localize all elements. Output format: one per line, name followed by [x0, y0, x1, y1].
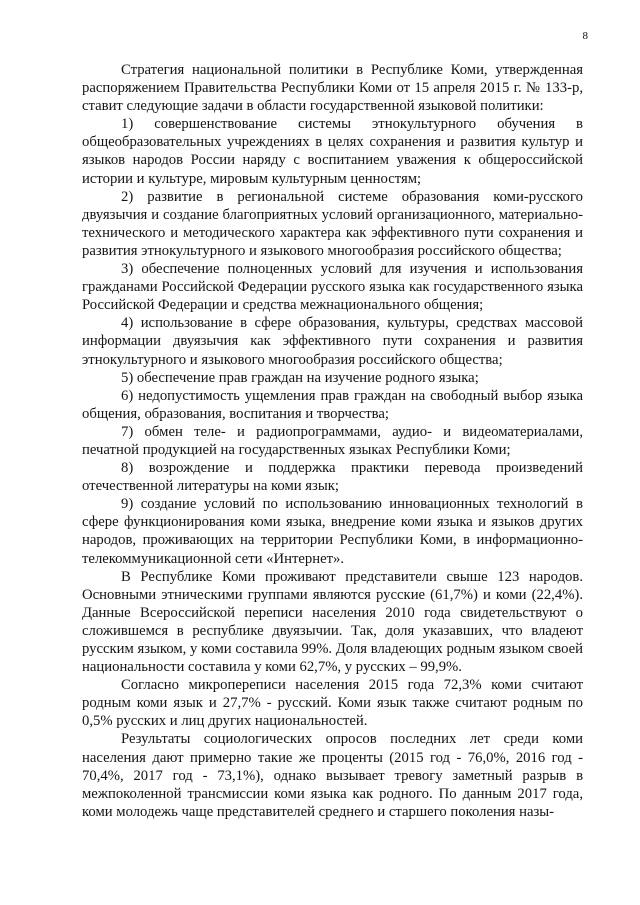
intro-paragraph: Стратегия национальной политики в Республике Коми, утвержденная распоряжением Правительства Республики Коми от 15 апреля 2015 г. № 133-р, ставит следующие задачи в области государственной языковой политики:	[82, 62, 583, 115]
task-item-9: 9) создание условий по использованию инновационных технологий в сфере функционирования коми языка, внедрение коми языка и языков других народов, проживающих на территории Республики Коми, в информационно-телекоммуникационной сети «Интернет».	[82, 496, 583, 567]
task-item-4: 4) использование в сфере образования, культуры, средствах массовой информации двуязычия как эффективного пути сохранения и развития этнокультурного и языкового многообразия российского общества;	[82, 315, 583, 368]
task-item-7: 7) обмен теле- и радиопрограммами, аудио- и видеоматериалами, печатной продукцией на государственных языках Республики Коми;	[82, 423, 583, 458]
task-item-6: 6) недопустимость ущемления прав граждан на свободный выбор языка общения, образования, воспитания и творчества;	[82, 387, 583, 422]
document-body	[82, 61, 583, 821]
task-item-1: 1) совершенствование системы этнокультурного обучения в общеобразовательных учреждениях в целях сохранения и развития культур и языков народов России наряду с воспитанием уважения к общероссийской истории и культуре, мировым культурным ценностям;	[82, 116, 583, 187]
population-paragraph: В Республике Коми проживают представители свыше 123 народов. Основными этническими группами являются русские (61,7%) и коми (22,4%). Данные Всероссийской переписи населения 2010 года свидетельствуют о сложившемся в республике двуязычии. Так, доля указавших, что владеют русским языком, у коми составила 99%. Доля владеющих родным языком своей национальности составила у коми 62,7%, у русских – 99,9%.	[82, 568, 583, 676]
task-item-3: 3) обеспечение полноценных условий для изучения и использования гражданами Российской Федерации русского языка как государственного языка Российской Федерации и средства межнационального общения;	[82, 261, 583, 314]
survey-results-paragraph: Результаты социологических опросов последних лет среди коми населения дают примерно такие же проценты (2015 год - 76,0%, 2016 год - 70,4%, 2017 год - 73,1%), однако вызывает тревогу заметный разрыв в межпоколенной трансмиссии коми языка как родного. По данным 2017 года, коми молодежь чаще представителей среднего и старшего поколения назы-	[82, 731, 583, 820]
task-item-5: 5) обеспечение прав граждан на изучение родного языка;	[121, 369, 479, 386]
page-number: 8	[582, 30, 588, 42]
task-item-2: 2) развитие в региональной системе образования коми-русского двуязычия и создание благоприятных условий организационного, материально-технического и методического характера как эффективного пути сохранения и развития этнокультурного и языкового многообразия российского общества;	[82, 188, 583, 259]
microcensus-paragraph: Согласно микропереписи населения 2015 года 72,3% коми считают родным коми язык и 27,7% - русский. Коми язык также считают родным по 0,5% русских и лиц других национальностей.	[82, 677, 583, 730]
task-item-8: 8) возрождение и поддержка практики перевода произведений отечественной литературы на коми язык;	[82, 460, 583, 495]
